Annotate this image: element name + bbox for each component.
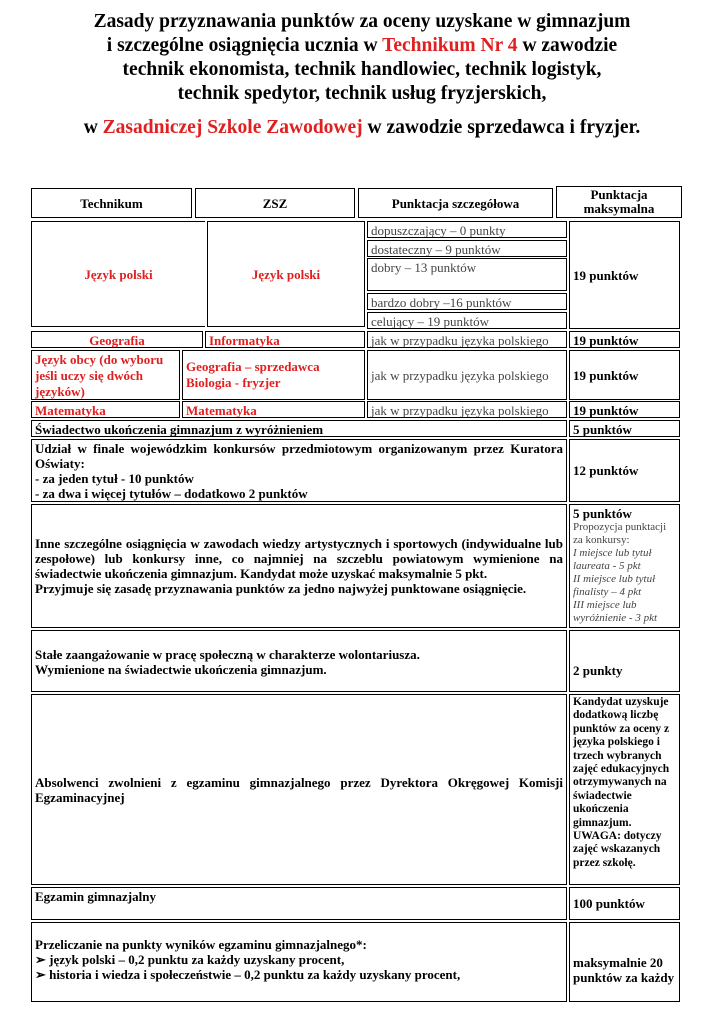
grade-row: celujący – 19 punktów (367, 312, 567, 329)
contest-line-2: - za jeden tytuł - 10 punktów (35, 471, 194, 486)
grade-row: bardzo dobry –16 punktów (367, 293, 567, 310)
grade-row: dobry – 13 punktów (367, 258, 567, 291)
grade-row: dopuszczający – 0 punkty (367, 221, 567, 238)
volunteer-max: 2 punkty (569, 630, 680, 692)
subject-detail: jak w przypadku języka polskiego (367, 331, 567, 348)
other-place-1: I miejsce lub tytuł laureata - 5 pkt (573, 547, 652, 572)
contest-cell (31, 439, 567, 502)
volunteer-line-2: Wymienione na świadectwie ukończenia gimnazjum. (35, 662, 327, 677)
honors-max: 5 punktów (569, 420, 680, 437)
other-max: 5 punktów (573, 506, 632, 521)
header-zsz: ZSZ (195, 188, 355, 218)
title-line-5-text: w (83, 117, 103, 138)
subject-zsz: Geografia – sprzedawca Biologia - fryzjer (182, 350, 365, 400)
subject-technikum: Geografia (31, 331, 203, 348)
other-text-2: Przyjmuje się zasadę przyznawania punktów za jedno najwyżej punktowane osiągnięcie. (35, 581, 527, 596)
other-text-1: Inne szczególne osiągnięcia w zawodach wiedzy artystycznych i sportowych (indywidualne lub zespołowe) lub konkursy inne, co najmniej na szczeblu powiatowym wymienione na świadectwie ukończenia gimnazjum. Kandydat może uzyskać maksymalnie 5 pkt. (35, 536, 563, 581)
honors-text: Świadectwo ukończenia gimnazjum z wyróżnieniem (31, 420, 567, 437)
exam-text: Egzamin gimnazjalny (31, 887, 567, 920)
title-line-5-end: w zawodzie sprzedawca i fryzjer. (362, 117, 641, 138)
conversion-item: ➢ język polski – 0,2 punktu za każdy uzyskany procent, (35, 952, 563, 967)
header-max: Punktacja maksymalna (556, 186, 682, 218)
other-place-3: III miejsce lub wyróżnienie - 3 pkt (573, 599, 658, 624)
subject-zsz: Informatyka (205, 331, 365, 348)
other-proposal: Propozycja punktacji za konkursy: (573, 521, 667, 546)
subject-zsz: Matematyka (182, 401, 365, 418)
header-technikum: Technikum (31, 188, 192, 218)
title-line-4: technik spedytor, technik usług fryzjerskich, (177, 83, 547, 104)
school-name-zsz: Zasadniczej Szkole Zawodowej (102, 117, 363, 138)
grade-row: dostateczny – 9 punktów (367, 240, 567, 257)
title-line-2-end: w zawodzie (517, 35, 618, 56)
exam-max: 100 punktów (569, 887, 680, 920)
subject-technikum: Język obcy (do wyboru jeśli uczy się dwóch języków) (31, 350, 180, 400)
volunteer-line-1: Stałe zaangażowanie w pracę społeczną w charakterze wolontariusza. (35, 647, 420, 662)
conversion-item: ➢ historia i wiedza i społeczeństwie – 0,2 punktu za każdy uzyskany procent, (35, 967, 563, 982)
other-place-2: II miejsce lub tytuł finalisty – 4 pkt (573, 573, 656, 598)
subject-detail: jak w przypadku języka polskiego (367, 350, 567, 400)
other-cell (31, 504, 567, 628)
subject-max: 19 punktów (569, 401, 680, 418)
title-line-5 (0, 116, 724, 140)
subject-technikum: Matematyka (31, 401, 180, 418)
volunteer-cell (31, 630, 567, 692)
title-line-2-text: i szczególne osiągnięcia ucznia w (106, 35, 383, 56)
polish-zsz: Język polski (207, 221, 365, 327)
other-max-cell (569, 504, 680, 628)
contest-line-1: Udział w finale wojewódzkim konkursów przedmiotowym organizowanym przez Kuratora Oświaty: (35, 441, 563, 471)
polish-max: 19 punktów (569, 221, 680, 329)
other-text (35, 536, 563, 596)
exempt-note: Kandydat uzyskuje dodatkową liczbę punktów za oceny z języka polskiego i trzech wybranych zajęć edukacyjnych otrzymywanych na świadectwie ukończenia gimnazjum. UWAGA: dotyczy zajęć wskazanych przez szkołę. (569, 694, 680, 885)
subject-detail: jak w przypadku języka polskiego (367, 401, 567, 418)
conversion-list (35, 952, 563, 982)
conversion-title: Przeliczanie na punkty wyników egzaminu gimnazjalnego*: (35, 937, 367, 952)
exempt-text: Absolwenci zwolnieni z egzaminu gimnazjalnego przez Dyrektora Okręgowej Komisji Egzaminacyjnej (31, 694, 567, 885)
title-line-3: technik ekonomista, technik handlowiec, technik logistyk, (122, 59, 602, 80)
polish-technikum: Język polski (31, 221, 205, 327)
conversion-max: maksymalnie 20 punktów za każdy (569, 922, 680, 1002)
subject-max: 19 punktów (569, 350, 680, 400)
contest-max: 12 punktów (569, 439, 680, 502)
title-line-2 (0, 34, 724, 58)
title-line-1: Zasady przyznawania punktów za oceny uzyskane w gimnazjum (93, 11, 631, 32)
subject-max: 19 punktów (569, 331, 680, 348)
school-name-technikum: Technikum Nr 4 (382, 35, 518, 56)
conversion-cell (31, 922, 567, 1002)
contest-line-3: - za dwa i więcej tytułów – dodatkowo 2 punktów (35, 486, 308, 501)
header-detail: Punktacja szczegółowa (358, 188, 553, 218)
